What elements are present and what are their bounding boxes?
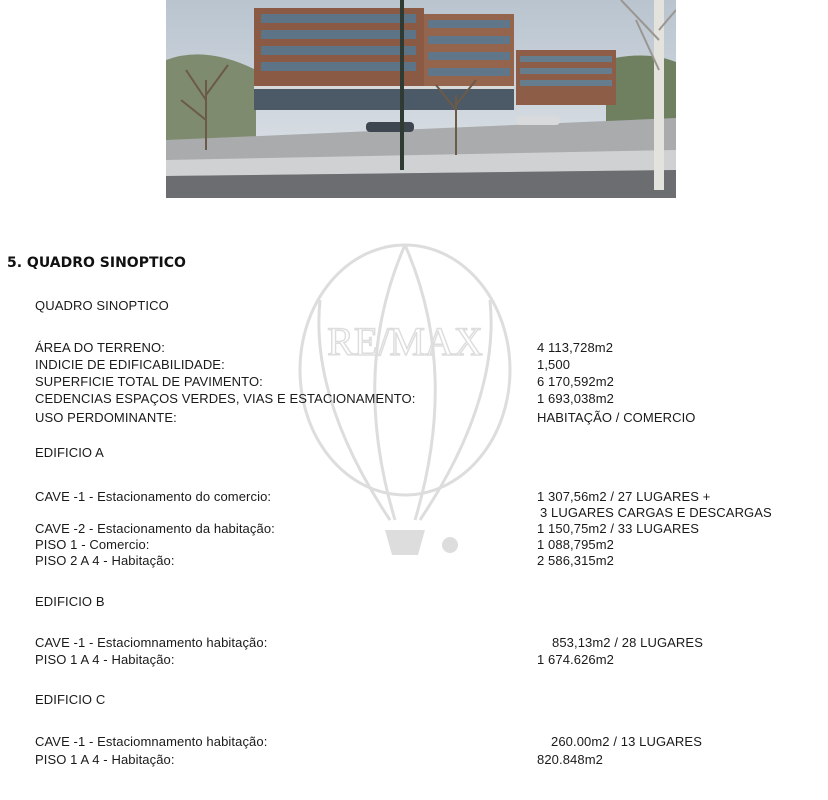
- edificio-c-row-label: CAVE -1 - Estaciomnamento habitação:: [35, 734, 268, 749]
- uso-predominante-label: USO PERDOMINANTE:: [35, 410, 177, 425]
- edificio-a-row-value: 2 586,315m2: [537, 553, 614, 568]
- cedencias-value: 1 693,038m2: [537, 391, 614, 406]
- building-rendering-image: [166, 0, 676, 198]
- edificio-a-row-label: CAVE -1 - Estacionamento do comercio:: [35, 489, 272, 504]
- edificio-a-title: EDIFICIO A: [35, 445, 104, 460]
- edificio-b-row-value: 1 674.626m2: [537, 652, 614, 667]
- superficie-total-label: SUPERFICIE TOTAL DE PAVIMENTO:: [35, 374, 263, 389]
- edificio-a-row-label: PISO 2 A 4 - Habitação:: [35, 553, 175, 568]
- section-title: 5. QUADRO SINOPTICO: [7, 255, 186, 271]
- edificio-c-title: EDIFICIO C: [35, 692, 106, 707]
- area-terreno-value: 4 113,728m2: [537, 340, 614, 355]
- edificio-a-row-value: 3 LUGARES CARGAS E DESCARGAS: [540, 505, 772, 520]
- edificio-a-row-value: 1 150,75m2 / 33 LUGARES: [537, 521, 700, 536]
- uso-predominante-value: HABITAÇÃO / COMERCIO: [537, 410, 696, 425]
- area-terreno-label: ÁREA DO TERRENO:: [35, 340, 165, 355]
- edificio-a-row-label: CAVE -2 - Estacionamento da habitação:: [35, 521, 275, 536]
- edificio-b-title: EDIFICIO B: [35, 594, 105, 609]
- edificio-a-row-label: PISO 1 - Comercio:: [35, 537, 150, 552]
- edificio-b-row-label: PISO 1 A 4 - Habitação:: [35, 652, 175, 667]
- indice-edificabilidade-label: INDICIE DE EDIFICABILIDADE:: [35, 357, 225, 372]
- cedencias-label: CEDENCIAS ESPAÇOS VERDES, VIAS E ESTACIONAMENTO:: [35, 391, 416, 406]
- edificio-c-row-label: PISO 1 A 4 - Habitação:: [35, 752, 175, 767]
- table-title: QUADRO SINOPTICO: [35, 298, 169, 313]
- watermark-text: RE/MAX: [327, 319, 483, 364]
- edificio-a-row-value: 1 088,795m2: [537, 537, 614, 552]
- indice-edificabilidade-value: 1,500: [537, 357, 571, 372]
- edificio-b-row-label: CAVE -1 - Estaciomnamento habitação:: [35, 635, 268, 650]
- superficie-total-value: 6 170,592m2: [537, 374, 614, 389]
- edificio-c-row-value: 820.848m2: [537, 752, 603, 767]
- edificio-c-row-value: 260.00m2 / 13 LUGARES: [551, 734, 702, 749]
- edificio-b-row-value: 853,13m2 / 28 LUGARES: [552, 635, 703, 650]
- edificio-a-row-value: 1 307,56m2 / 27 LUGARES +: [537, 489, 711, 504]
